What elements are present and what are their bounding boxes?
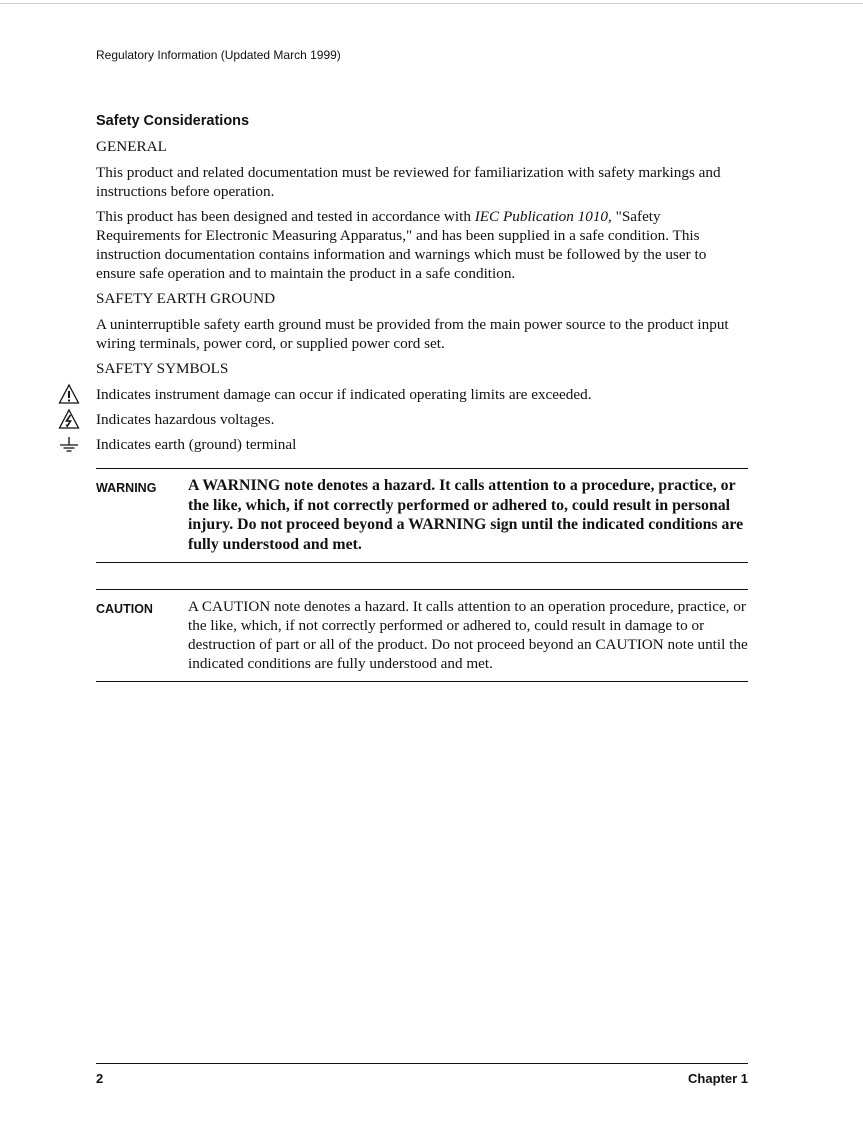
symbol-row-earth-ground bbox=[96, 435, 748, 454]
general-paragraph-1: This product and related documentation must be reviewed for familiarization with safety markings and instructions before operation. bbox=[96, 164, 721, 200]
symbol-row-caution bbox=[96, 385, 748, 404]
warning-note bbox=[96, 468, 748, 563]
symbol-caution-text: Indicates instrument damage can occur if indicated operating limits are exceeded. bbox=[96, 386, 592, 403]
earth-ground-heading: SAFETY EARTH GROUND bbox=[96, 290, 276, 307]
safety-symbols-heading: SAFETY SYMBOLS bbox=[96, 360, 229, 377]
general-heading: GENERAL bbox=[96, 138, 167, 155]
warning-label: WARNING bbox=[96, 481, 157, 495]
page-content bbox=[96, 112, 748, 682]
earth-ground-paragraph: A uninterruptible safety earth ground must be provided from the main power source to the product input wiring terminals, power cord, or supplied power cord set. bbox=[96, 316, 729, 352]
caution-text: A CAUTION note denotes a hazard. It calls attention to an operation procedure, practice, or the like, which, if not correctly performed or adhered to, could result in damage to or destruction of part or all of the product. Do not proceed beyond an CAUTION note until the indicated conditions are fully understood and met. bbox=[188, 598, 748, 672]
section-title: Safety Considerations bbox=[96, 113, 250, 129]
page-number: 2 bbox=[96, 1071, 104, 1086]
symbol-high-voltage-text: Indicates hazardous voltages. bbox=[96, 411, 275, 428]
iec-publication-reference: IEC Publication 1010 bbox=[474, 208, 609, 225]
caution-note bbox=[96, 589, 748, 682]
general-paragraph-2 bbox=[96, 207, 748, 283]
chapter-label: Chapter 1 bbox=[688, 1071, 748, 1086]
running-header: Regulatory Information (Updated March 1999) bbox=[96, 48, 341, 62]
general-paragraph-2-start: This product has been designed and tested in accordance with bbox=[96, 208, 475, 225]
caution-label: CAUTION bbox=[96, 602, 153, 616]
symbol-row-high-voltage bbox=[96, 410, 748, 429]
earth-ground-icon bbox=[58, 433, 80, 455]
general-paragraph-2-end: , "Safety Requirements for Electronic Measuring Apparatus," and has been supplied in a safe condition. This instruction documentation contains information and warnings which must be followed by the user to ensure safe operation and to maintain the product in a safe condition. bbox=[96, 208, 707, 282]
warning-text: A WARNING note denotes a hazard. It calls attention to a procedure, practice, or the like, which, if not correctly performed or adhered to, could result in personal injury. Do not proceed beyond a WARNING sign until the indicated conditions are fully understood and met. bbox=[188, 477, 744, 553]
top-rule bbox=[0, 3, 863, 4]
high-voltage-icon bbox=[58, 408, 80, 430]
caution-triangle-icon bbox=[58, 383, 80, 405]
footer-rule bbox=[96, 1063, 748, 1064]
symbol-earth-ground-text: Indicates earth (ground) terminal bbox=[96, 436, 297, 453]
